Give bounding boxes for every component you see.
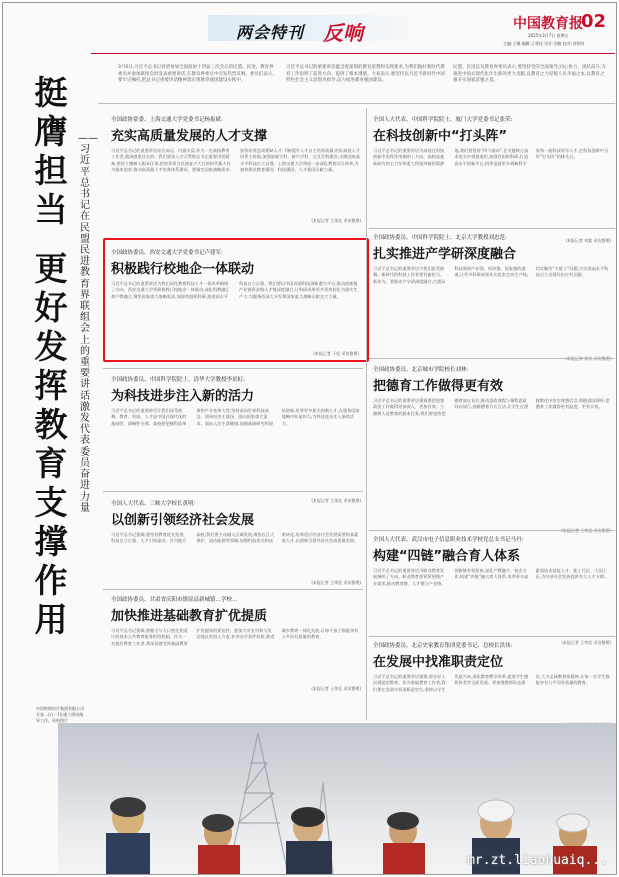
article-signature: (本报记者 王荣佳 采访整理) (311, 498, 361, 503)
article-signature (373, 528, 611, 534)
headline-subtitle: ——习近平总书记在民盟民进教育界联组会上的重要讲话激发代表委员奋进力量 (78, 133, 98, 514)
article-body: 习近平总书记的重要讲话令我们倍受鼓舞。新时代的科技工作者要有新担当、新作为。要推动产学研深度融合,打通从科技强到产业强、经济强、国家强的通道,让更多科研成果从实验室走向生产线,切实解决“卡脖子”问题,为实现高水平科技自立自强作出应有贡献。 (373, 266, 609, 284)
article-signature: (本报记者 王荣佳 采访整理) (311, 218, 361, 223)
article-2 (111, 248, 359, 357)
intro-divider (98, 103, 615, 104)
article-5 (111, 595, 361, 692)
divider (369, 530, 615, 531)
article-body: 习近平总书记的重要讲话让我们深受鼓舞。教育、科技、人才是中国式现代化的基础性、战略性支撑。高校要把握科技革命和产业变革大势,坚持面向世界科技前沿、面向经济主战场、面向国家重大需求、面向人民生命健康,加强基础研究和原始创新,培养更多拔尖创新人才,在服务国家战略中彰显担当,为科技进步注入新的活力。 (111, 408, 360, 426)
main-headline (31, 73, 71, 639)
article-7 (373, 233, 611, 362)
article-body: 习近平总书记强调,要健全与人口变化相适应的基本公共教育服务供给机制。作为一名基层教育工作者,我深切感受到基础教育扩优提质的紧迫性。要加大对农村和欠发达地区的投入力度,补齐办学条件短板,推进城乡教育一体化发展,让每个孩子都能享有公平而有质量的教育。 (111, 628, 359, 646)
article-kicker: 全国政协委员、西安交通大学党委书记卢建军: (111, 250, 223, 256)
article-title: 在发展中找准职责定位 (373, 655, 504, 670)
article-body: 习近平总书记的重要讲话为我们深化教育科技人才一体改革指明了方向。西安交通大学将积极践行校地企一体联动,深化科教融汇和产教融合,聚焦国家重大战略需求,加强有组织科研,推进高水平科技自立自强。我们要以中国西部科技创新港为平台,推动创新链产业链资金链人才链深度融合,让科研成果更多更快转化为现实生产力,为服务西部大开发和国家重大战略贡献交大力量。 (111, 281, 358, 299)
article-signature: (本报记者 王荣佳 采访整理) (311, 580, 361, 585)
article-kicker: 全国政协委员、中国科学院院士、清华大学教授李景虹: (111, 377, 245, 383)
article-kicker: 全国人大代表、三峡大学校长黄明: (111, 501, 196, 507)
article-body: 习近平总书记的重要讲话为职业教育发展指明了方向。职业教育要紧紧围绕产业需求,推动教育链、人才链与产业链、创新链有机衔接,深化产教融合、校企合作,构建“四链”融合育人体系,培养更多高素质技术技能人才、能工巧匠、大国工匠,为经济社会发展提供有力人才支撑。 (373, 568, 609, 586)
intro-col-3: 民盟、民进以及教育界委员表示,要坚持党的全面领导,同心协力、团结奋斗,为推进中国式现代化作出新的更大贡献,以教育之力厚植人民幸福之本,以教育之强夯实国家富强之基。 (453, 65, 606, 83)
article-title: 构建“四链”融合育人体系 (373, 549, 521, 564)
article-6 (373, 115, 611, 244)
article-title: 以创新引领经济社会发展 (111, 513, 255, 528)
article-body: 习近平总书记的重要讲话站位高远、内涵丰富,作为一名高校教育工作者,我深感重任在肩。我们要深入学习贯彻总书记重要讲话精神,坚持立德树人根本任务,把培养担当民族复兴大任的时代新人作为根本追求,推动高质量人才培养体系建设。要锚定国家战略需求,加快培养急需紧缺人才,不断提升人才自主培养质量,用好高校人才培养主阵地,加强基础学科、新兴学科、交叉学科建设,支撑国家高水平科技自立自强。上海交通大学将进一步深化教育综合改革,为加快建设教育强国、科技强国、人才强国贡献力量。 (111, 148, 360, 173)
headline-line-2: 更好发挥教育支撑作用 (34, 249, 68, 639)
article-title: 积极践行校地企一体联动 (111, 262, 255, 277)
article-title: 为科技进步注入新的活力 (111, 389, 255, 404)
date-line: 2025年3月7日 星期五 (528, 33, 569, 38)
article-kicker: 全国人大代表、武汉市电子信息职业技术学校党总支书记马丹: (373, 537, 524, 543)
photo-illustration (58, 723, 616, 874)
article-title: 充实高质量发展的人才支撑 (111, 129, 268, 144)
article-4 (111, 499, 361, 586)
divider (369, 358, 615, 359)
article-body: 习近平总书记的重要讲话为高校在科技创新中发挥作用指明了方向。高校是基础研究的主力军和重大科技突破的策源地,我们要坚持“四个面向”,在关键核心技术攻关中勇挑重担,加强有组织科研,打造高水平创新平台,培养造就更多战略科学家和一流科技领军人才,在科技创新中当好“打头阵”的排头兵。 (373, 148, 609, 166)
column-divider (366, 108, 367, 720)
article-body: 习近平总书记的重要讲话强调,要办好人民满意的教育。作为基础教育工作者,我们要在发展中找准职责定位,坚持以学生发展为本,深化教育教学改革,促进学生德智体美劳全面发展。要加强教师队伍建设,大力弘扬教育家精神,让每一名学生都能享有公平而有质量的教育。 (373, 674, 610, 692)
section-title-red: 反响 (323, 21, 363, 45)
article-9 (373, 535, 611, 646)
header-rule (91, 53, 615, 54)
masthead: 中国教育报 (513, 16, 583, 32)
article-3 (111, 375, 361, 504)
article-signature: (本报记者 于佳 采访整理) (313, 351, 359, 356)
article-body: 习近平总书记强调,要坚持教育优先发展、科技自立自强、人才引领驱动。作为地方高校,我们要主动融入区域发展,聚焦长江大保护、清洁能源等领域,加强科技攻关和成果转化,培养适应经济社会发展需要的高素质人才,以创新引领经济社会高质量发展。 (111, 532, 359, 544)
divider (103, 368, 363, 369)
article-signature: (本报记者 刘毅 采访整理) (565, 238, 611, 243)
intro-col-2: 习近平总书记的重要讲话蕴含着深刻的教育思想和实践要求,为我们做好新时代教育工作指明了前进方向、提供了根本遵循。大家表示,要坚持以习近平新时代中国特色社会主义思想为指导,奋力推进教育强国建设。 (286, 65, 445, 83)
article-kicker: 全国政协常委、上海交通大学党委书记杨振斌: (111, 117, 223, 123)
divider (103, 589, 363, 590)
article-signature: (本报记者 王荣佳 采访整理) (311, 686, 361, 691)
divider (369, 228, 615, 229)
article-title: 把德育工作做得更有效 (373, 379, 504, 394)
article-10 (373, 641, 611, 728)
intro-col-1: 3月6日,习近平总书记看望参加全国政协十四届三次会议的民盟、民进、教育界委员并参加联组会时发表重要讲话,在教育界委员中引发热烈反响。委员们表示,要牢记嘱托,把总书记重要讲话精神落实到教育强国建设实践中。 (118, 65, 274, 83)
watermark: mr.zt.liaohuaiq... (467, 853, 608, 868)
article-kicker: 全国政协委员、甘肃省庆阳市镇原县新城镇…学校… (111, 597, 238, 603)
newspaper-page (2, 2, 617, 875)
article-signature: (本报记者 王荣佳 采访整理) (561, 640, 611, 645)
article-signature (373, 356, 611, 362)
article-title: 扎实推进产学研深度融合 (373, 247, 517, 262)
divider (103, 491, 363, 492)
article-kicker: 全国人大代表、中国科学院院士、厦门大学党委书记张荣: (373, 117, 513, 123)
article-kicker: 全国政协委员、北京史家教育集团党委书记、总校长洪伟: (373, 643, 513, 649)
article-title: 加快推进基础教育扩优提质 (111, 609, 268, 624)
divider (369, 636, 615, 637)
headline-line-1: 挺膺担当 (34, 73, 68, 229)
page-number: 02 (581, 11, 607, 32)
article-8 (373, 365, 611, 534)
article-kicker: 全国政协委员、北京城市学院校长刘林: (373, 367, 469, 373)
photo-caption: 中国铁路设计集团有限公司专家…(右一)在施工现场指导工作。资料图片 (36, 706, 84, 723)
editor-line: 主编:王娜 编辑:王荣佳 设计:刘毅 校对:刘铁明 (503, 41, 585, 46)
article-kicker: 全国政协委员、中国科学院院士、北京大学教授刘忠范: (373, 235, 507, 241)
bottom-photo (58, 723, 616, 874)
section-title: 两会特刊 (236, 23, 305, 42)
article-1 (111, 115, 361, 224)
article-body: 习近平总书记的重要讲话强调要把思想政治工作做得更加深入、更加有效。立德树人是教育的根本任务,我们要坚持把德育放在首位,推动思政课程与课程思政同向同行,创新德育方式方法,让学生在潜移默化中坚定理想信念,厚植爱国情怀,把德育工作做得更有温度、更有实效。 (373, 398, 610, 416)
article-title: 在科技创新中“打头阵” (373, 129, 508, 144)
